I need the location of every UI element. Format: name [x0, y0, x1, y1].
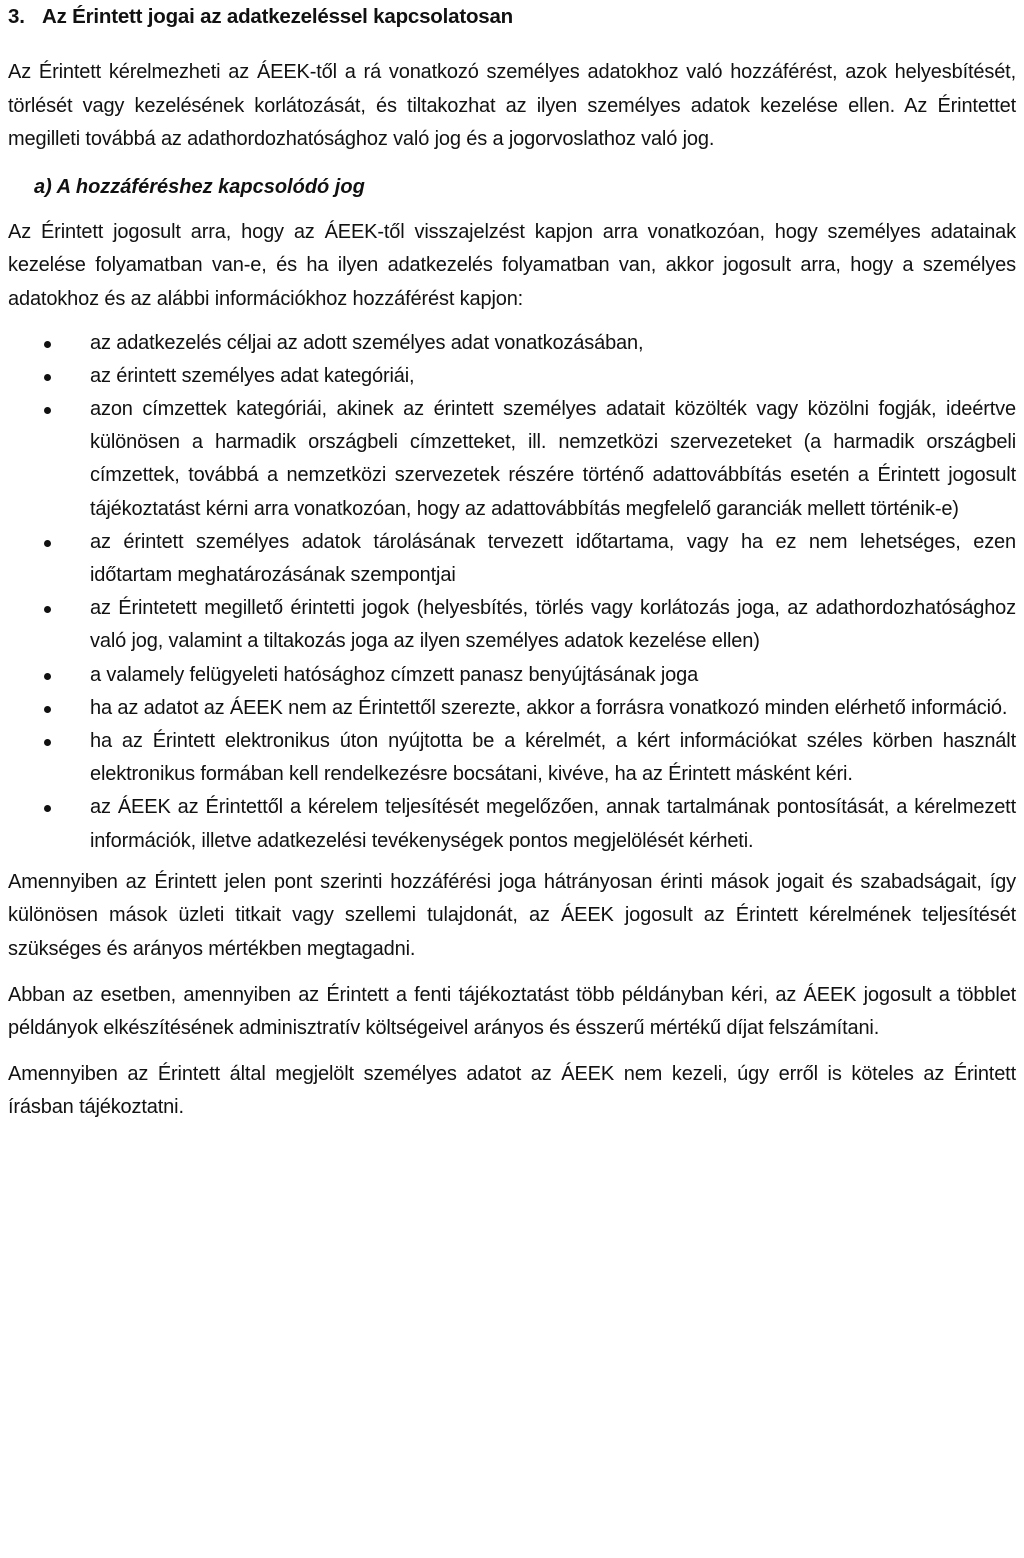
subsection-lead-paragraph: Az Érintett jogosult arra, hogy az ÁEEK-től visszajelzést kapjon arra vonatkozóan, hogy személyes adatainak kezelése folyamatban van-e, és ha ilyen adatkezelés folyamatban van, akkor jogosult arra, hogy a személyes adatokhoz és az alábbi információkhoz hozzáférést kapjon: — [8, 220, 1016, 310]
section-number: 3. — [8, 5, 25, 28]
list-item-text: az adatkezelés céljai az adott személyes adat vonatkozásában, — [90, 331, 644, 354]
list-item-text: az ÁEEK az Érintettől a kérelem teljesítését megelőzően, annak tartalmának pontosítását, a kérelmezett információk, illetve adatkezelési tevékenységek pontos megjelölését kérheti. — [90, 796, 1016, 852]
intro-paragraph: Az Érintett kérelmezheti az ÁEEK-től a rá vonatkozó személyes adatokhoz való hozzáférést, azok helyesbítését, törlését vagy kezelésének korlátozását, és tiltakozhat az ilyen személyes adatok kezelése ellen. Az Érintettet megilleti továbbá az adathordozhatósághoz való jog és a jogorvoslathoz való jog. — [8, 61, 1016, 151]
list-item-text: ha az Érintett elektronikus úton nyújtotta be a kérelmét, a kért információkat széles körben használt elektronikus formában kell rendelkezésre bocsátani, kivéve, ha az Érintett másként kéri. — [90, 730, 1016, 786]
bullet-icon — [44, 407, 51, 414]
closing-paragraph: Amennyiben az Érintett által megjelölt személyes adatot az ÁEEK nem kezeli, úgy erről is köteles az Érintett írásban tájékoztatni. — [8, 1062, 1016, 1119]
list-item — [8, 659, 1016, 692]
list-item — [8, 393, 1016, 526]
bullet-icon — [44, 706, 51, 713]
list-item — [8, 592, 1016, 658]
bullet-icon — [44, 341, 51, 348]
list-item-text: az érintett személyes adatok tárolásának tervezett időtartama, vagy ha ez nem lehetséges, ezen időtartam meghatározásának szempontjai — [90, 530, 1016, 586]
list-item-text: az érintett személyes adat kategóriái, — [90, 364, 415, 387]
list-item-text: azon címzettek kategóriái, akinek az érintett személyes adatait közölték vagy közölni fogják, ideértve különösen a harmadik országbeli címzetteket, ill. nemzetközi szervezeteket (a harmadik országbeli címzettek, továbbá a nemzetközi szervezetek részére történő adattovábbítás esetén a Érintett jogosult tájékoztatást kérni arra vonatkozóan, hogy az adattovábbítás megfelelő garanciák mellett történik-e) — [90, 397, 1016, 520]
list-item — [8, 327, 1016, 360]
closing-paragraph: Amennyiben az Érintett jelen pont szerinti hozzáférési joga hátrányosan érinti mások jogait és szabadságait, így különösen mások üzleti titkait vagy szellemi tulajdonát, az ÁEEK jogosult az Érintett kérelmének teljesítését szükséges és arányos mértékben megtagadni. — [8, 870, 1016, 960]
list-item-text: ha az adatot az ÁEEK nem az Érintettől szerezte, akkor a forrásra vonatkozó minden elérhető információ. — [90, 696, 1008, 719]
bullet-icon — [44, 673, 51, 680]
closing-paragraph: Abban az esetben, amennyiben az Érintett a fenti tájékoztatást több példányban kéri, az ÁEEK jogosult a többlet példányok elkészítésének adminisztratív költségeivel arányos és ésszerű mértékű díjat felszámítani. — [8, 983, 1016, 1040]
bullet-icon — [44, 606, 51, 613]
list-item — [8, 526, 1016, 592]
list-item — [8, 692, 1016, 725]
list-item-text: a valamely felügyeleti hatósághoz címzett panasz benyújtásának joga — [90, 663, 699, 686]
list-item — [8, 725, 1016, 791]
section-heading — [8, 2, 1016, 32]
closing-section — [8, 866, 1016, 1125]
list-item-text: az Érintetett megillető érintetti jogok (helyesbítés, törlés vagy korlátozás joga, az adathordozhatósághoz való jog, valamint a tiltakozás joga az ilyen személyes adatok kezelése ellen) — [90, 597, 1016, 653]
bullet-icon — [44, 805, 51, 812]
bullet-icon — [44, 739, 51, 746]
subsection-heading: a) A hozzáféréshez kapcsolódó jog — [34, 175, 365, 198]
list-item — [8, 360, 1016, 393]
section-title: Az Érintett jogai az adatkezeléssel kapcsolatosan — [42, 5, 513, 28]
bullet-icon — [44, 540, 51, 547]
list-item — [8, 791, 1016, 857]
rights-bullet-list — [8, 327, 1016, 858]
bullet-icon — [44, 374, 51, 381]
